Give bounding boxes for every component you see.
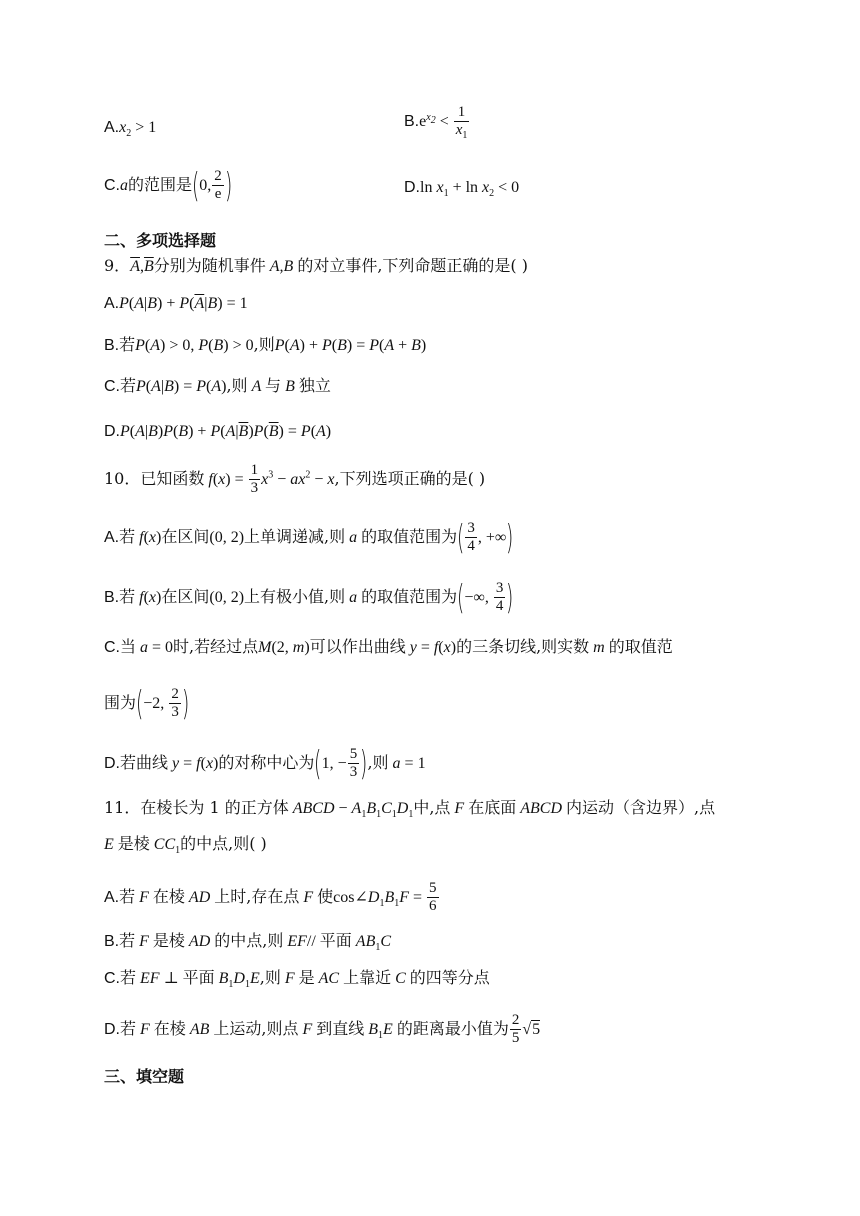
q11-stem: 11．在棱长为 1 的正方体 ABCD − $A_1B_1C_1D_1$中,点 F 在底面 ABCD 内运动（含边界）,点 (104, 798, 716, 821)
q11-stem-cont: E 是棱 $CC_1$的中点,则( ) (104, 834, 267, 857)
q9-option-b: B.若P(A) > 0, P(B) > 0,则P(A) + P(B) = P(A + B) (104, 335, 427, 354)
q9-stem: 9．$\overline{A},\overline{B}$分别为随机事件 A,B 的对立事件,下列命题正确的是( ) (104, 256, 528, 275)
q10-option-c-cont: 围为(−2, $\frac{2}{3}$ ) (104, 683, 190, 724)
q11-option-c: C.若 EF ⊥ 平面 $B_1D_1E$,则 F 是 AC 上靠近 C 的四等分点 (104, 968, 490, 991)
q10-option-d: D.若曲线 y = f(x)的对称中心为(1, − $\frac{5}{3}$ ),则 a = 1 (104, 743, 426, 784)
prev-option-a: $A.x_2 > 1$ (104, 119, 157, 140)
prev-option-d: D.ln $x_1 + \ln x_2 < 0$ (404, 179, 520, 200)
q10-stem: 10．已知函数 f(x) = $\frac{1}{3}$ $x^3 - ax^2 - x$,下列选项正确的是( ) (104, 462, 486, 496)
q10-option-b: B.若 f(x)在区间(0, 2)上有极小值,则 a 的取值范围为(−∞, $\frac{3}{4}$ ) (104, 577, 514, 618)
q11-option-d: D.若 F 在棱 AB 上运动,则点 F 到直线 $B_1E$ 的距离最小值为 $\frac{2}{5}$ √5 (104, 1012, 541, 1046)
q9-option-c: C.若P(A|B) = P(A),则 A 与 B 独立 (104, 376, 331, 395)
prev-option-c: C.a的范围是(0, $\frac{2}{e}$ ) (104, 165, 233, 206)
q10-option-a: A.若 f(x)在区间(0, 2)上单调递减,则 a 的取值范围为( $\frac{3}{4}$ , +∞) (104, 517, 514, 558)
q10-option-c: C.当 a = 0时,若经过点M(2, m)可以作出曲线 y = f(x)的三条切线,则实数 m 的取值范 (104, 637, 673, 656)
q9-option-a: $A.P(A|B) + P(\overline{A}|B) = 1$ (104, 295, 248, 312)
q11-option-b: B.若 F 是棱 AD 的中点,则 EF// 平面 $AB_1C$ (104, 931, 392, 954)
q11-option-a: A.若 F 在棱 AD 上时,存在点 F 使$\cos\angle D_1B_1F$ = $\frac{5}{6}$ (104, 880, 437, 914)
prev-option-b: $B.e^{x_2}$ < $\frac{1}{x_1}$ (404, 104, 468, 141)
section-2-heading: 二、多项选择题 (104, 231, 217, 250)
q9-option-d: $D.P(A|B)P(B) + P(A|\overline{B})P(\overline{B}) = P(A)$ (104, 423, 332, 440)
section-3-heading: 三、填空题 (104, 1067, 185, 1086)
